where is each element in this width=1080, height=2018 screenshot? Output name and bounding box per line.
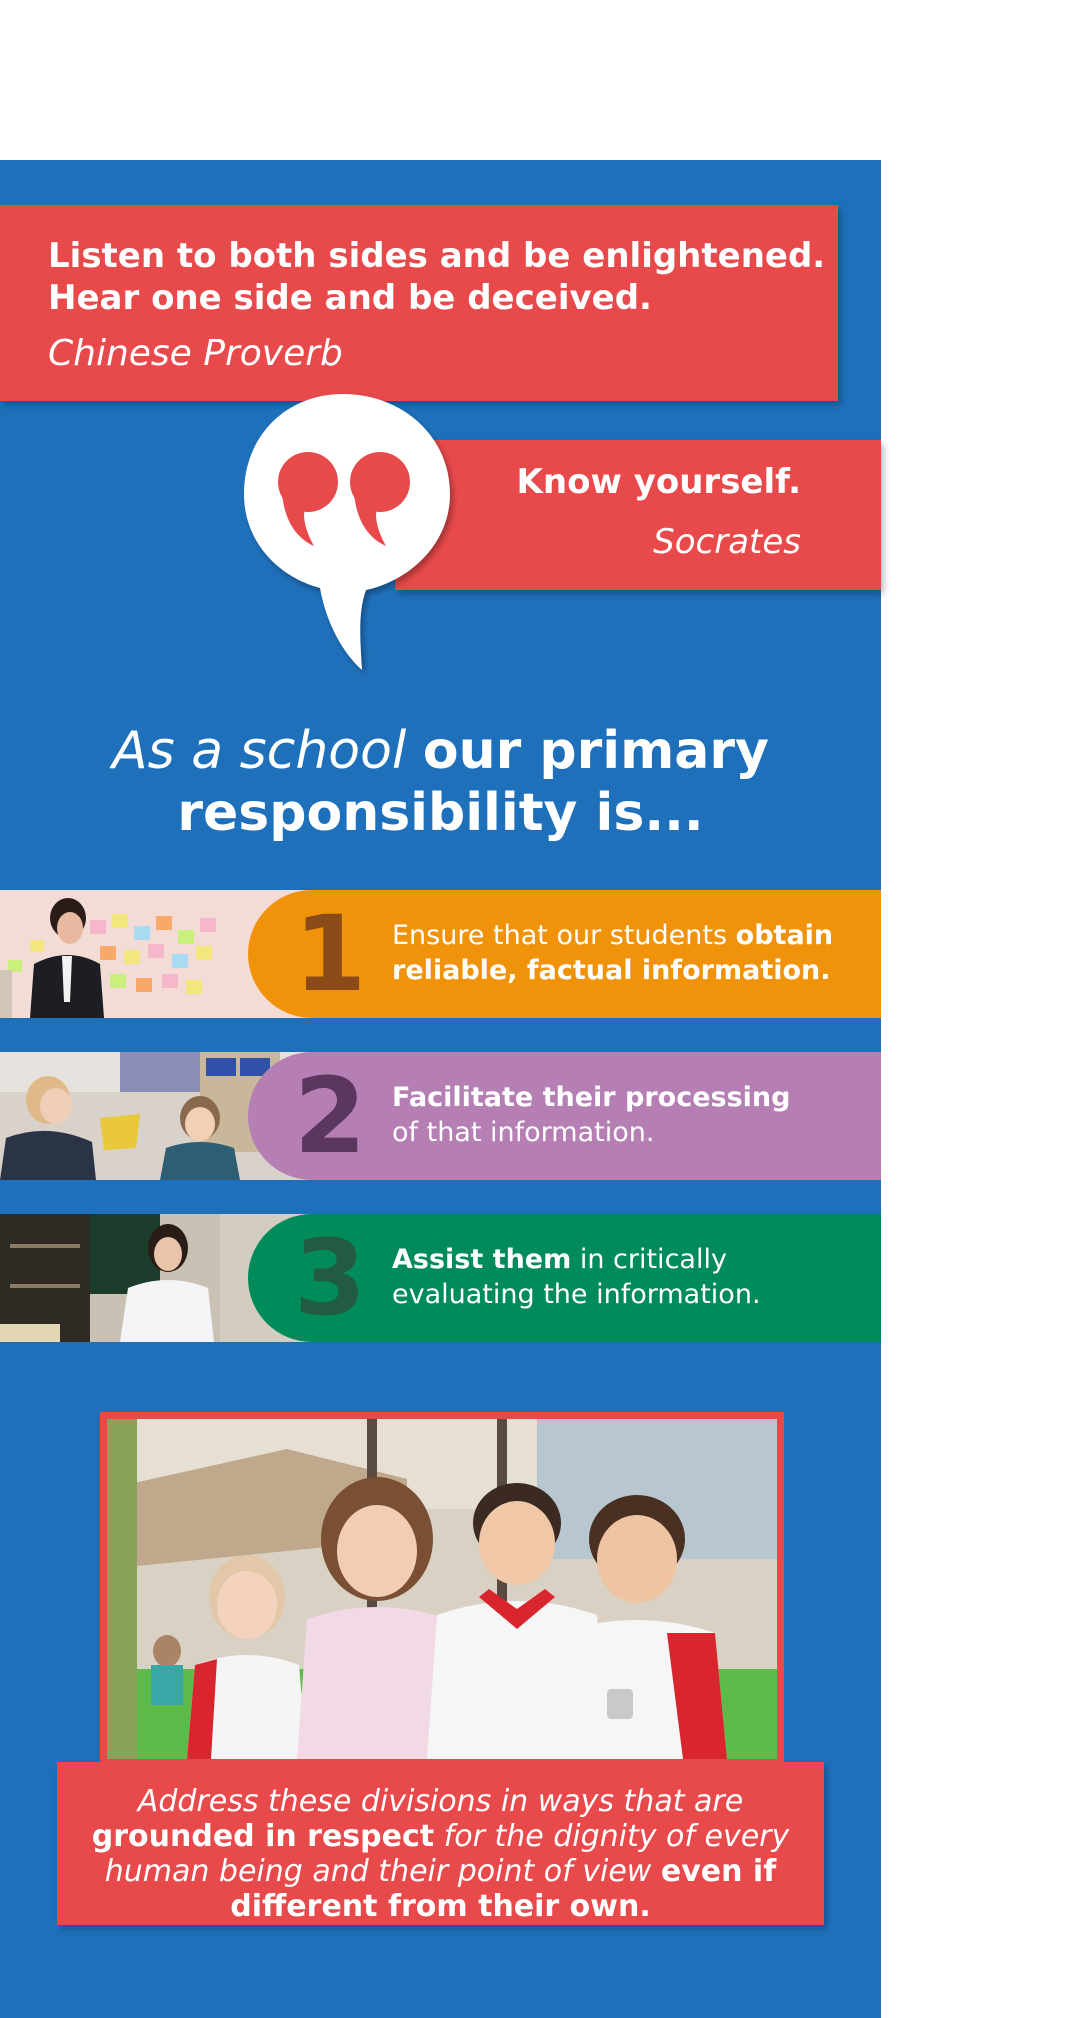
- heading-light-part: As a school: [112, 721, 407, 781]
- caption-box: [57, 1762, 824, 1925]
- text-bold: Assist them: [392, 1244, 572, 1275]
- quote-text: Know yourself.: [516, 462, 801, 502]
- heading-bold-part-2: responsibility is...: [177, 783, 704, 843]
- quote-line-2: Hear one side and be deceived.: [48, 278, 652, 318]
- responsibility-row-1: [0, 890, 881, 1018]
- caption-italic-1: Address these divisions in ways that are: [137, 1784, 744, 1819]
- responsibility-row-2: [0, 1052, 881, 1180]
- caption-italic-2: for the dignity of every human being and their point of view: [104, 1819, 790, 1889]
- responsibility-number: 3: [293, 1217, 367, 1339]
- quote-box-socrates: [395, 440, 881, 590]
- responsibility-text: [392, 1242, 862, 1312]
- text-normal: of that information.: [392, 1117, 655, 1148]
- responsibility-text: [392, 918, 862, 988]
- responsibility-number: 2: [293, 1055, 367, 1177]
- quote-box-proverb: [0, 205, 838, 401]
- group-photo-frame: [100, 1412, 784, 1762]
- responsibility-row-3: [0, 1214, 881, 1342]
- heading-bold-part-1: our primary: [422, 721, 769, 781]
- text-bold: obtain reliable, factual information.: [392, 920, 834, 986]
- text-normal: Ensure that our students: [392, 920, 736, 951]
- caption-bold-1: grounded in respect: [91, 1819, 435, 1854]
- quote-text: [48, 235, 828, 319]
- responsibility-heading: [0, 720, 881, 844]
- text-normal: in critically evaluating the information.: [392, 1244, 761, 1310]
- text-bold: Facilitate their processing: [392, 1082, 791, 1113]
- caption-text: [77, 1784, 804, 1924]
- main-panel: [0, 160, 881, 2018]
- responsibility-number: 1: [293, 893, 367, 1015]
- quote-line-1: Listen to both sides and be enlightened.: [48, 236, 826, 276]
- responsibility-text: [392, 1080, 862, 1150]
- children-playground-photo: [107, 1419, 777, 1759]
- caption-bold-2: even if different from their own.: [230, 1854, 777, 1924]
- quote-author: Socrates: [653, 522, 801, 562]
- quote-author: Chinese Proverb: [48, 333, 343, 374]
